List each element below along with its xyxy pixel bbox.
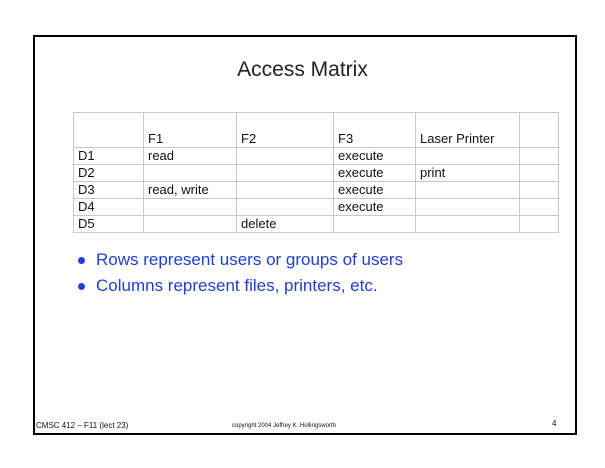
table-cell <box>237 165 334 182</box>
table-cell <box>237 199 334 216</box>
footer-course: CMSC 412 – F11 (lect 23) <box>36 421 129 430</box>
bullet-text: Columns represent files, printers, etc. <box>96 276 378 295</box>
header-cell-f1: F1 <box>144 113 237 148</box>
table-cell <box>237 148 334 165</box>
table-cell <box>416 216 520 233</box>
table-row <box>74 165 559 182</box>
row-label-cell: D2 <box>74 165 144 182</box>
table-cell <box>520 216 559 233</box>
row-label-cell: D5 <box>74 216 144 233</box>
header-cell-corner <box>74 113 144 148</box>
table-cell <box>520 182 559 199</box>
table-cell <box>520 148 559 165</box>
bullet-list <box>78 250 403 302</box>
table-cell <box>416 148 520 165</box>
header-cell-empty <box>520 113 559 148</box>
table-cell <box>334 216 416 233</box>
table-header-row <box>74 113 559 148</box>
footer-copyright: copyright 2004 Jeffrey K. Hollingsworth <box>232 423 336 429</box>
bullet-item <box>78 250 403 276</box>
slide-frame <box>34 36 576 434</box>
access-matrix-table <box>73 112 559 233</box>
table-cell: execute <box>334 199 416 216</box>
header-cell-f2: F2 <box>237 113 334 148</box>
header-cell-laser-printer: Laser Printer <box>416 113 520 148</box>
table-cell: execute <box>334 182 416 199</box>
table-cell <box>416 199 520 216</box>
slide-title: Access Matrix <box>237 58 368 81</box>
row-label-cell: D3 <box>74 182 144 199</box>
row-label-cell: D1 <box>74 148 144 165</box>
table-cell <box>237 182 334 199</box>
row-label-cell: D4 <box>74 199 144 216</box>
bullet-item <box>78 276 403 302</box>
bullet-dot-icon <box>78 257 85 264</box>
table-cell <box>144 165 237 182</box>
header-cell-f3: F3 <box>334 113 416 148</box>
table-cell: execute <box>334 165 416 182</box>
table-cell: read, write <box>144 182 237 199</box>
bullet-dot-icon <box>78 283 85 290</box>
bullet-text: Rows represent users or groups of users <box>96 250 404 269</box>
table-cell <box>416 182 520 199</box>
table-row <box>74 148 559 165</box>
table-cell <box>520 199 559 216</box>
page-number: 4 <box>552 419 557 428</box>
table-cell <box>520 165 559 182</box>
table-cell: execute <box>334 148 416 165</box>
table-cell <box>144 216 237 233</box>
table-row <box>74 199 559 216</box>
table-cell: read <box>144 148 237 165</box>
table-cell: delete <box>237 216 334 233</box>
table-cell <box>144 199 237 216</box>
table-cell: print <box>416 165 520 182</box>
table-row <box>74 216 559 233</box>
table-row <box>74 182 559 199</box>
